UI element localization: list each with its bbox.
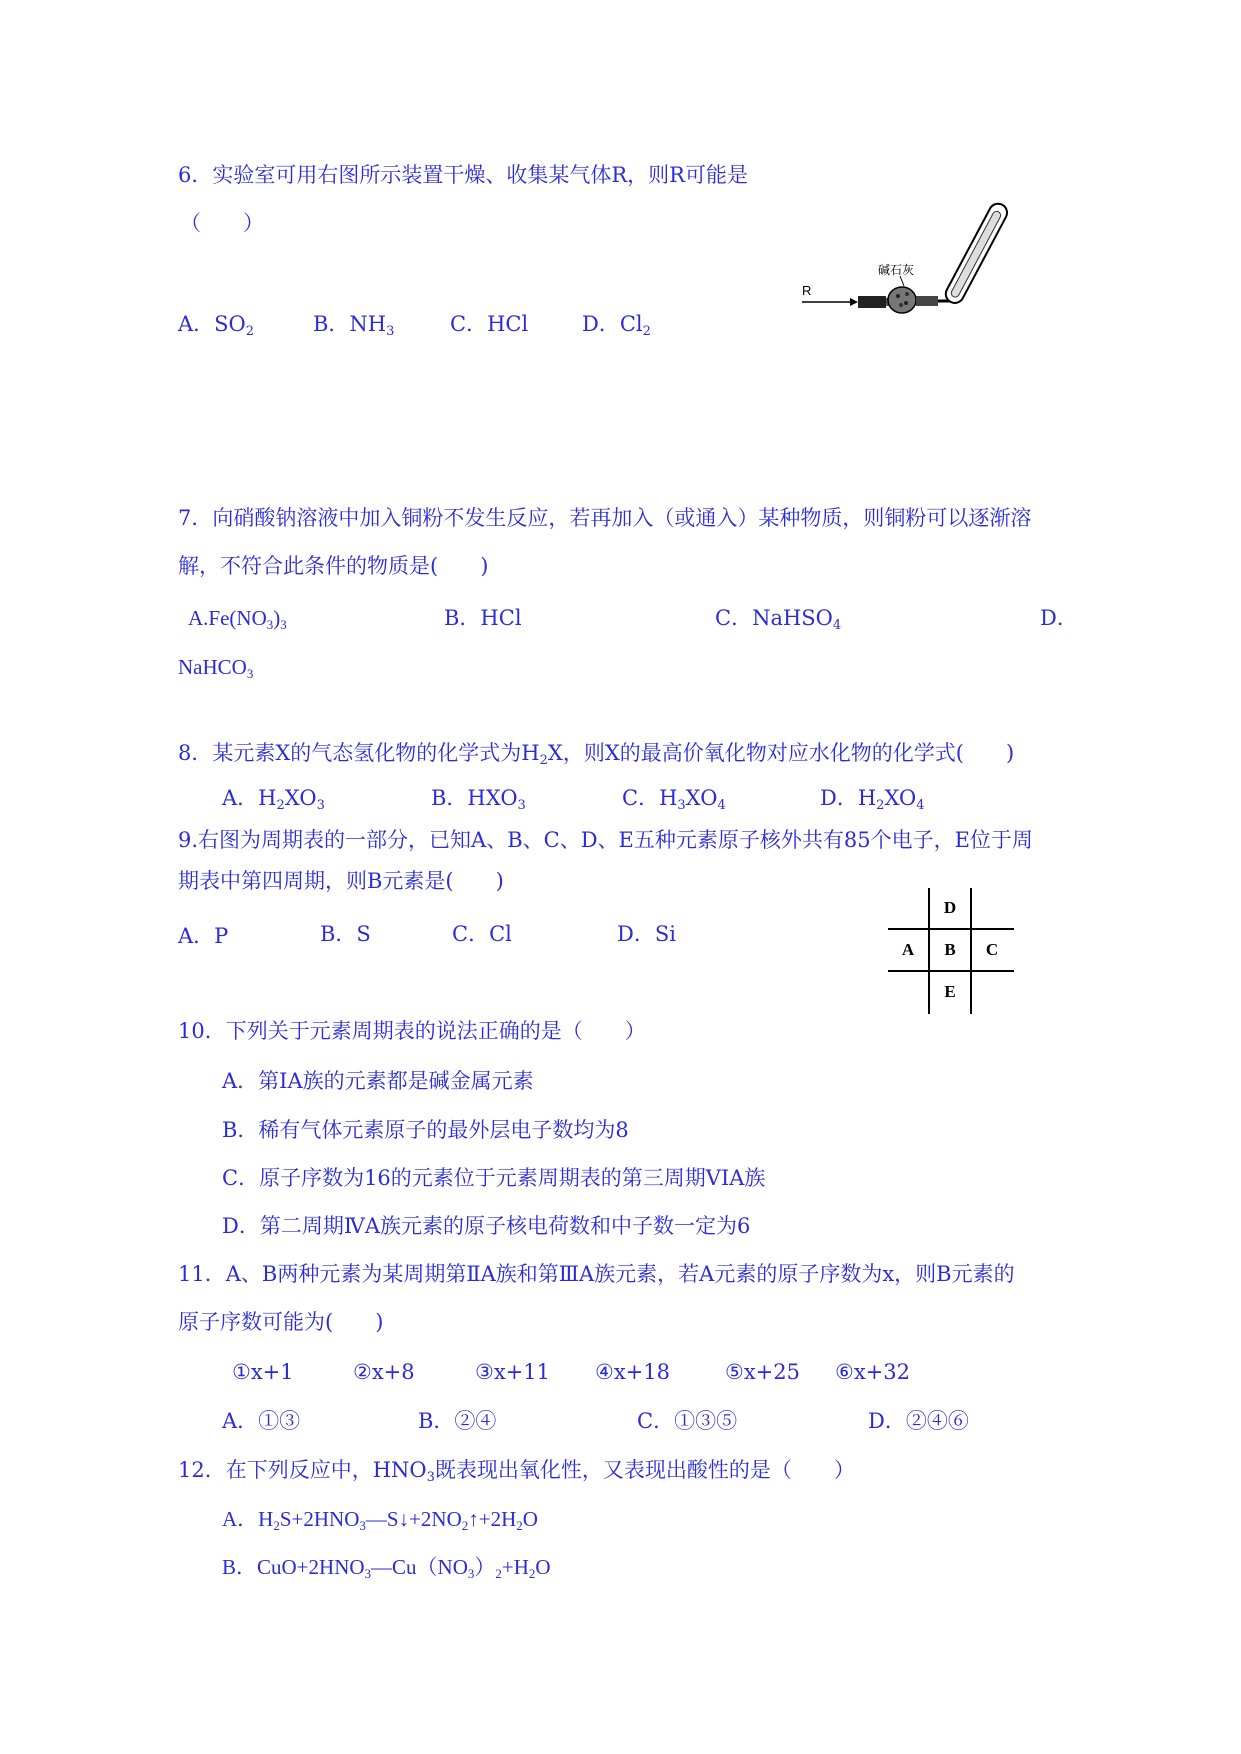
q10-stem: 10．下列关于元素周期表的说法正确的是（ ） — [178, 1019, 646, 1043]
q11-item-2: ②x+8 — [353, 1360, 415, 1384]
q10-option-a: A．第ⅠA族的元素都是碱金属元素 — [222, 1069, 534, 1093]
q7-option-a: $A.Fe(NO_3)_3$ — [188, 606, 287, 632]
q11-item-3: ③x+11 — [475, 1360, 550, 1384]
q11-item-4: ④x+18 — [595, 1360, 670, 1384]
q6-option-a: A．$SO_2$ — [178, 312, 255, 339]
q11-item-1: ①x+1 — [232, 1360, 294, 1384]
q12-stem: 12．在下列反应中，$HNO_3$既表现出氧化性，又表现出酸性的是（ ） — [178, 1458, 855, 1485]
q6-blank: （ ） — [180, 211, 264, 235]
q11-option-b: B．②④ — [418, 1409, 497, 1433]
q9-option-a: A．P — [178, 924, 229, 948]
grid-cell-b: B — [944, 940, 956, 959]
q12-option-b: B．$CuO+2HNO_3—Cu(NO_3)_2+H_2O$ — [222, 1555, 551, 1581]
q9-option-d: D．Si — [617, 922, 676, 946]
apparatus-reagent-label: 碱石灰 — [878, 263, 915, 277]
grid-cell-d: D — [943, 898, 957, 917]
q7-stem-line2: 解，不符合此条件的物质是( ) — [178, 554, 489, 578]
q9-stem-line1: 9.右图为周期表的一部分，已知A、B、C、D、E五种元素原子核外共有85个电子，E位于周 — [178, 828, 1033, 852]
q10-option-b: B．稀有气体元素原子的最外层电子数均为8 — [222, 1118, 629, 1142]
q7-stem-line1: 7．向硝酸钠溶液中加入铜粉不发生反应，若再加入（或通入）某种物质，则铜粉可以逐渐溶 — [178, 506, 1032, 530]
q7-option-d: D． — [1040, 606, 1078, 630]
q11-stem-line2: 原子序数可能为( ) — [178, 1310, 384, 1334]
q9-option-b: B．S — [320, 922, 371, 946]
q7-option-c: C．NaHSO$_4$ — [715, 606, 842, 633]
q11-stem-line1: 11．A、B两种元素为某周期第ⅡA族和第ⅢA族元素，若A元素的原子序数为x，则B元素的 — [178, 1262, 1015, 1286]
q11-option-c: C．①③⑤ — [637, 1409, 738, 1433]
q7-option-d-formula: NaHCO$_3$ — [178, 655, 254, 681]
grid-cell-e: E — [944, 982, 956, 1001]
q8-stem: 8．某元素X的气态氢化物的化学式为$H_2X$，则X的最高价氧化物对应水化物的化学式( ) — [178, 741, 1015, 768]
q11-item-5: ⑤x+25 — [725, 1360, 800, 1384]
periodic-table-fragment — [888, 888, 1014, 1014]
q9-option-c: C．Cl — [452, 922, 512, 946]
q8-option-d: D．$H_2XO_4$ — [820, 786, 925, 813]
q6-option-b: B．$NH_3$ — [313, 312, 395, 339]
q6-stem: 6．实验室可用右图所示装置干燥、收集某气体R，则R可能是 — [178, 163, 748, 187]
q9-stem-line2: 期表中第四周期，则B元素是( ) — [178, 869, 504, 893]
q6-option-d: D．$Cl_2$ — [582, 312, 651, 339]
q10-option-d: D．第二周期ⅣA族元素的原子核电荷数和中子数一定为6 — [222, 1214, 751, 1238]
q8-option-c: C．$H_3XO_4$ — [622, 786, 726, 813]
q8-option-a: A．$H_2XO_3$ — [222, 786, 325, 813]
q8-option-b: B．$HXO_3$ — [431, 786, 526, 813]
q6-option-c: C．HCl — [450, 312, 529, 336]
q7-option-b: B．HCl — [444, 606, 522, 630]
grid-cell-c: C — [985, 940, 999, 959]
q11-option-a: A．①③ — [222, 1409, 301, 1433]
grid-cell-a: A — [901, 940, 915, 959]
q11-option-d: D．②④⑥ — [868, 1409, 969, 1433]
q12-option-a: A．$H_2S+2HNO_3—S↓+2NO_2↑+2H_2O$ — [222, 1507, 538, 1533]
q10-option-c: C．原子序数为16的元素位于元素周期表的第三周期VIA族 — [222, 1166, 766, 1190]
apparatus-inlet-label: R — [802, 283, 812, 298]
drying-apparatus-figure — [800, 192, 1020, 322]
q11-item-6: ⑥x+32 — [835, 1360, 910, 1384]
